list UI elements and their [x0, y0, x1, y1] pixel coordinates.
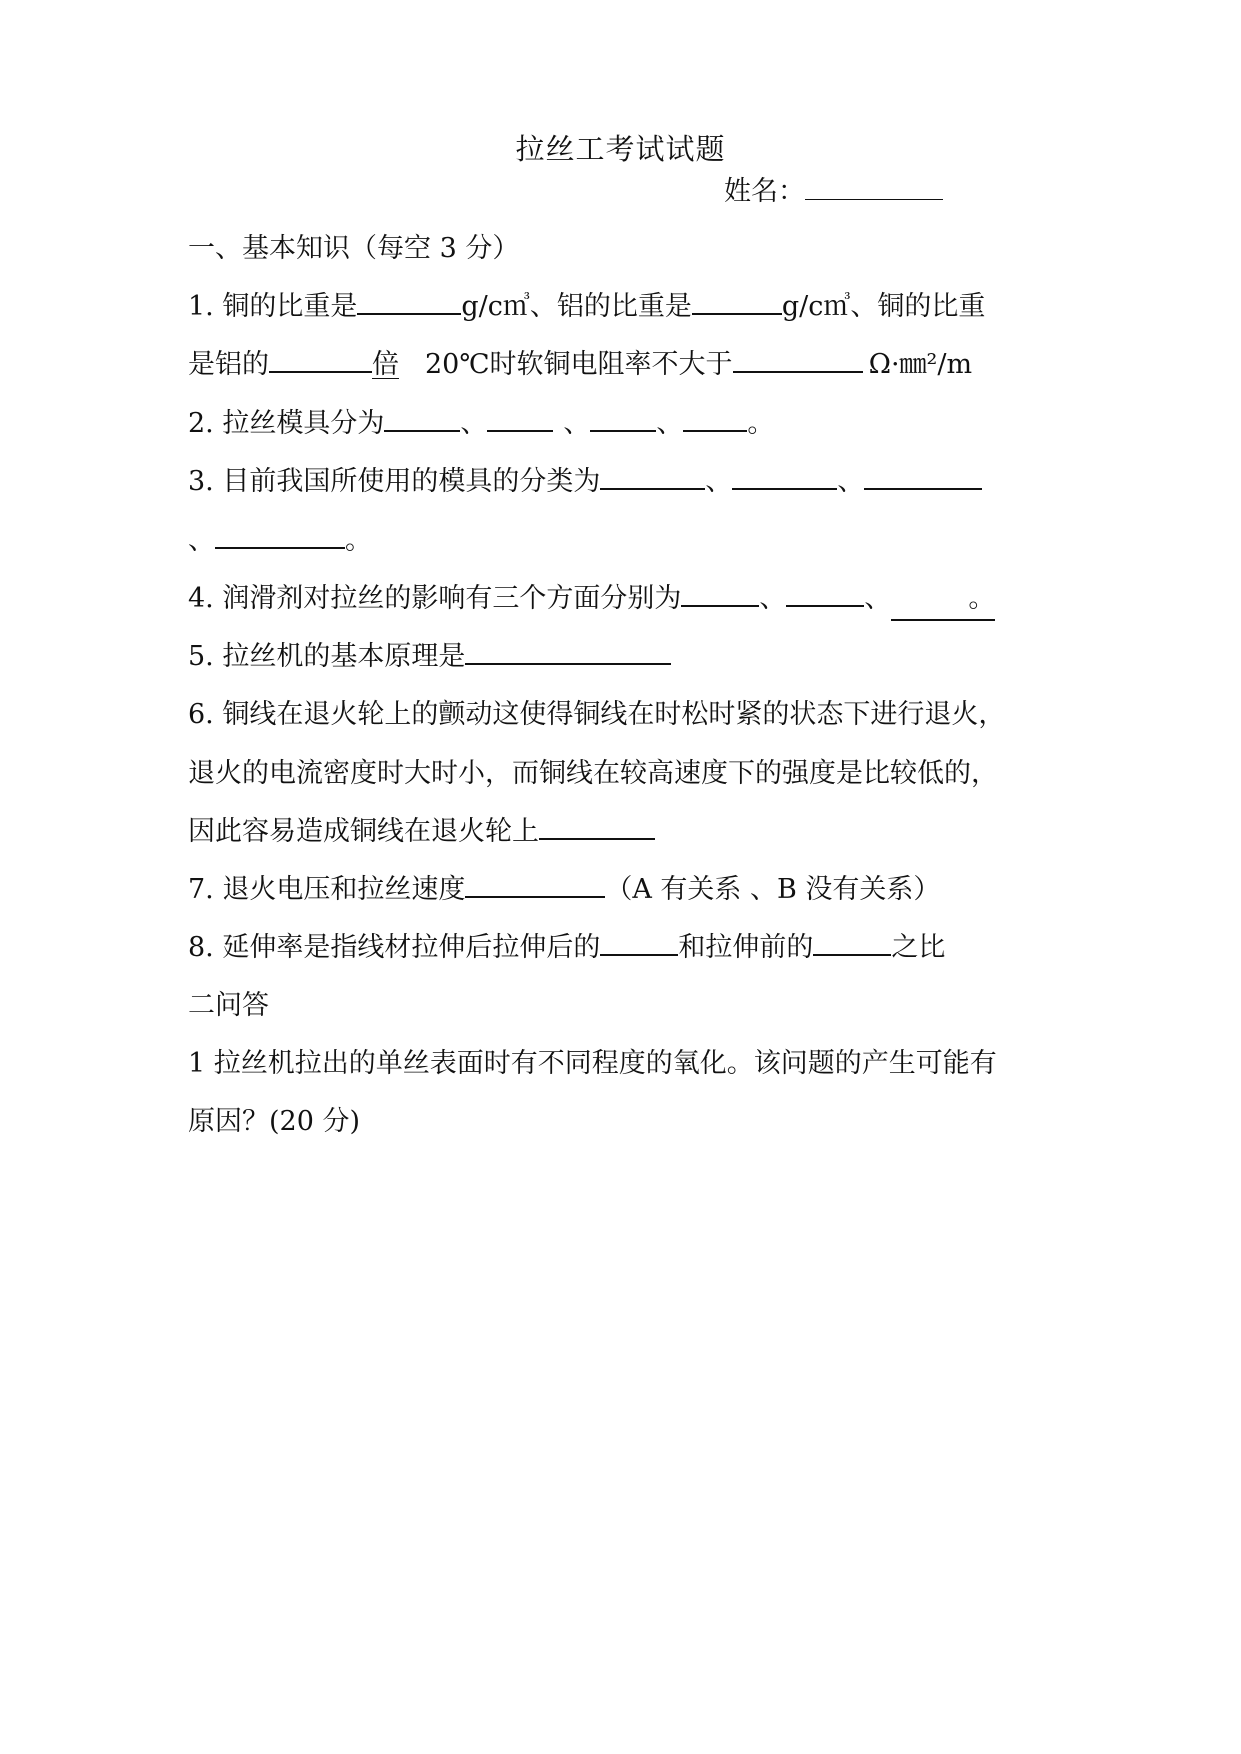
q8-blank-1[interactable] [600, 928, 678, 956]
q2-sep-2: 、 [563, 408, 591, 439]
q4-sep-1: 、 [759, 583, 787, 614]
q3-sep-3: 、 [188, 525, 215, 556]
q1-unit-1: g/c㎥ [461, 291, 530, 322]
qa1-line1: 1 拉丝机拉出的单丝表面时有不同程度的氧化。该问题的产生可能有 [188, 1048, 997, 1079]
q8-text-b: 和拉伸前的 [678, 932, 814, 963]
q2-blank-1[interactable] [384, 404, 460, 432]
q5-line [188, 637, 671, 677]
q7-text: 7. 退火电压和拉丝速度 [188, 874, 466, 905]
q6-line1: 6. 铜线在退火轮上的颤动这使得铜线在时松时紧的状态下进行退火， [188, 699, 1006, 730]
q2-text: 2. 拉丝模具分为 [188, 408, 385, 439]
q1-text-b: 、铝的比重是 [529, 291, 692, 322]
q1-text-a: 1. 铜的比重是 [188, 291, 358, 322]
q6-line3 [188, 812, 655, 852]
q1-blank-1[interactable] [357, 287, 461, 315]
q5-blank[interactable] [465, 637, 671, 665]
q1-line2 [188, 345, 972, 385]
q2-line [188, 404, 774, 444]
q1-blank-2[interactable] [692, 287, 782, 315]
q5-text: 5. 拉丝机的基本原理是 [188, 641, 466, 672]
q7-blank[interactable] [465, 870, 605, 898]
q2-sep-1: 、 [460, 408, 488, 439]
q4-end: 。 [968, 583, 996, 614]
q4-line [188, 579, 995, 621]
q1-blank-4[interactable] [733, 345, 863, 373]
q3-blank-1[interactable] [600, 462, 705, 490]
q3-blank-4[interactable] [215, 521, 345, 549]
name-blank[interactable] [805, 173, 943, 200]
q8-text-c: 之比 [891, 932, 946, 963]
q3-end: 。 [345, 525, 372, 556]
q6-blank[interactable] [539, 812, 655, 840]
page-title: 拉丝工考试试题 [515, 132, 726, 166]
q1-text-e: 20℃时软铜电阻率不大于 [425, 349, 733, 380]
q3-blank-2[interactable] [732, 462, 837, 490]
q1-bei: 倍 [372, 349, 399, 380]
q2-blank-2[interactable] [487, 404, 553, 432]
q2-sep-3: 、 [656, 408, 684, 439]
q3-text: 3. 目前我国所使用的模具的分类为 [188, 466, 601, 497]
q3-blank-3[interactable] [864, 462, 982, 490]
q7-line [188, 870, 940, 910]
q2-blank-4[interactable] [683, 404, 747, 432]
q6-line2: 退火的电流密度时大时小，而铜线在较高速度下的强度是比较低的， [188, 758, 998, 789]
q1-line1 [188, 287, 985, 327]
name-label: 姓名： [724, 176, 805, 207]
q2-blank-3[interactable] [590, 404, 656, 432]
qa1-line2: 原因？(20 分) [188, 1106, 361, 1137]
q1-blank-3[interactable] [269, 345, 372, 373]
q3-line1 [188, 462, 982, 502]
q4-text: 4. 润滑剂对拉丝的影响有三个方面分别为 [188, 583, 682, 614]
q1-text-d: 是铝的 [188, 349, 269, 380]
q6-text: 因此容易造成铜线在退火轮上 [188, 816, 539, 847]
q2-end: 。 [747, 408, 775, 439]
q3-line2 [188, 521, 372, 561]
name-field-row [724, 172, 943, 212]
q4-blank-2[interactable] [786, 579, 864, 607]
q3-sep-1: 、 [705, 466, 733, 497]
q1-text-c: 、铜的比重 [850, 291, 986, 322]
q4-sep-2: 、 [864, 583, 892, 614]
q4-blank-1[interactable] [681, 579, 759, 607]
q3-sep-2: 、 [837, 466, 865, 497]
q7-options: （A 有关系 、B 没有关系） [605, 874, 941, 905]
q8-line [188, 928, 945, 968]
section1-heading: 一、基本知识（每空 3 分） [188, 233, 520, 264]
q8-text-a: 8. 延伸率是指线材拉伸后拉伸后的 [188, 932, 601, 963]
q8-blank-2[interactable] [813, 928, 891, 956]
section2-heading: 二问答 [188, 990, 269, 1021]
q1-unit-3: Ω·㎜²/m [868, 349, 973, 380]
q1-unit-2: g/c㎥ [781, 291, 851, 322]
q4-blank-3[interactable] [891, 579, 995, 621]
